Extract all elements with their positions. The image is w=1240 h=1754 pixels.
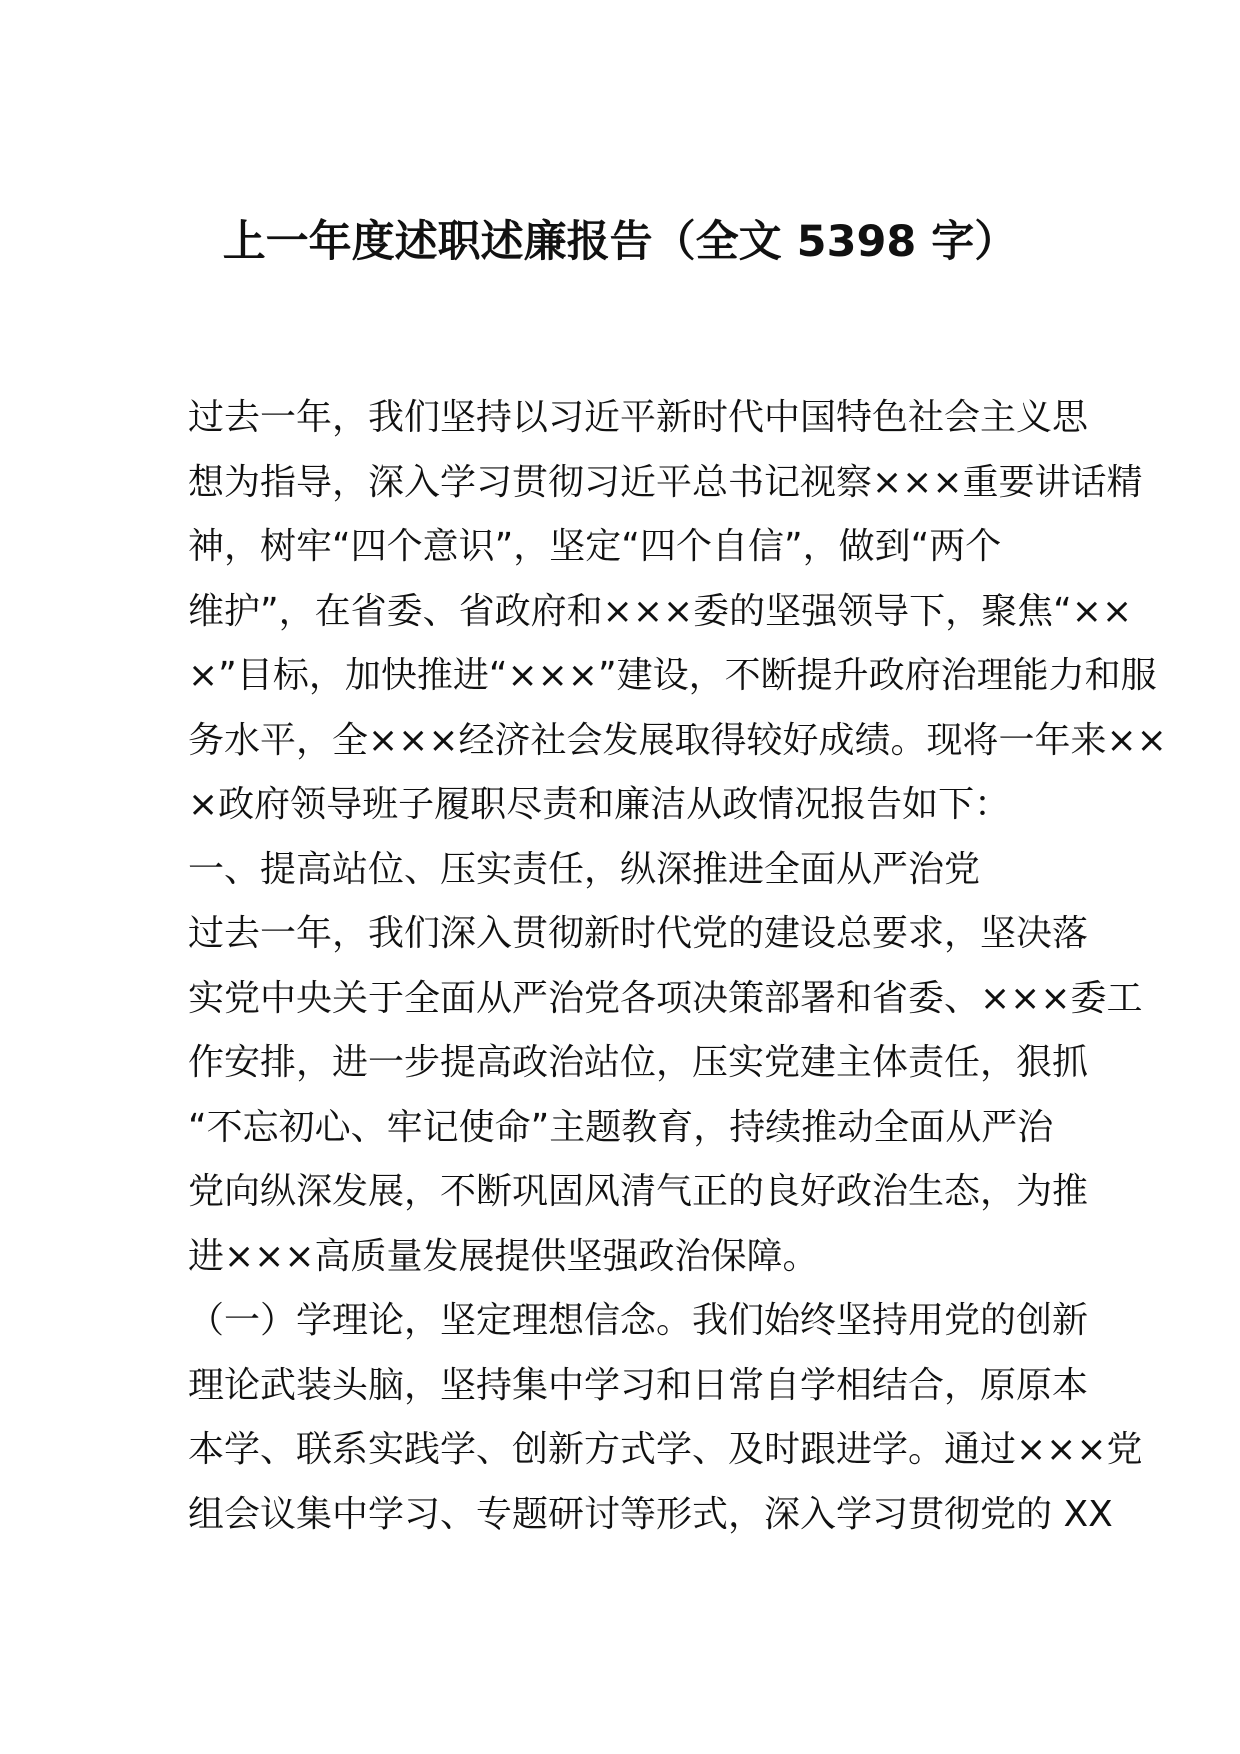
body-line: 过去一年，我们坚持以习近平新时代中国特色社会主义思: [188, 397, 1089, 438]
body-line: 过去一年，我们深入贯彻新时代党的建设总要求，坚决落: [188, 913, 1089, 954]
body-line: 维护”，在省委、省政府和×××委的坚强领导下，聚焦“××: [188, 590, 1133, 632]
document-body: [188, 386, 1167, 1547]
body-line: 党向纵深发展，不断巩固风清气正的良好政治生态，为推: [188, 1171, 1089, 1212]
body-line: 本学、联系实践学、创新方式学、及时跟进学。通过×××党: [188, 1429, 1143, 1470]
body-line: “不忘初心、牢记使命”主题教育，持续推动全面从严治: [188, 1106, 1054, 1148]
body-line: 理论武装头脑，坚持集中学习和日常自学相结合，原原本: [188, 1364, 1089, 1406]
body-line: 组会议集中学习、专题研讨等形式，深入学习贯彻党的 XX: [188, 1493, 1113, 1535]
document-title: 上一年度述职述廉报告（全文 5398 字）: [222, 217, 1018, 267]
subsection-line: （一）学理论，坚定理想信念。我们始终坚持用党的创新: [188, 1300, 1089, 1341]
body-line: 神，树牢“四个意识”，坚定“四个自信”，做到“两个: [188, 526, 1002, 567]
body-line: 作安排，进一步提高政治站位，压实党建主体责任，狠抓: [188, 1042, 1089, 1083]
body-line: 务水平，全×××经济社会发展取得较好成绩。现将一年来××: [188, 719, 1167, 761]
body-line: 想为指导，深入学习贯彻习近平总书记视察×××重要讲话精: [188, 461, 1143, 503]
body-line: ×”目标，加快推进“×××”建设，不断提升政府治理能力和服: [188, 655, 1157, 696]
body-line: ×政府领导班子履职尽责和廉洁从政情况报告如下：: [188, 784, 1011, 825]
body-line: 进×××高质量发展提供坚强政治保障。: [188, 1235, 819, 1277]
section-heading: 一、提高站位、压实责任，纵深推进全面从严治党: [188, 848, 981, 890]
body-line: 实党中央关于全面从严治党各项决策部署和省委、×××委工: [188, 977, 1143, 1019]
